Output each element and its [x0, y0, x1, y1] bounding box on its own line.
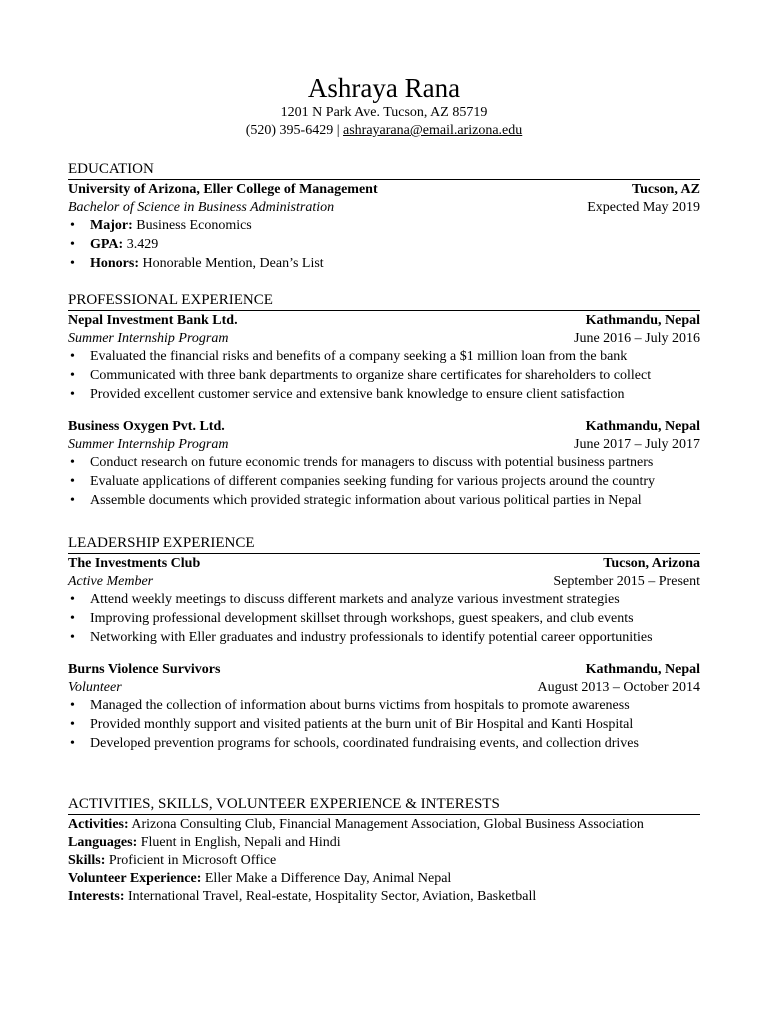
school-row [68, 181, 700, 199]
degree: Bachelor of Science in Business Administration [68, 200, 335, 215]
list-item: • Communicated with three bank departments to organize share certificates for shareholders to collect [68, 367, 700, 386]
candidate-name: Ashraya Rana [307, 73, 461, 103]
bullet-list [68, 697, 700, 754]
experience-entry [68, 312, 700, 405]
org-name: Business Oxygen Pvt. Ltd. [68, 419, 225, 434]
list-item [68, 217, 700, 236]
list-item [68, 255, 700, 274]
interests-row [68, 888, 700, 906]
org-row [68, 312, 700, 330]
skills-row [68, 852, 700, 870]
resume-header [0, 0, 768, 140]
school-location: Tucson, AZ [632, 182, 700, 197]
org-row [68, 661, 700, 679]
phone: (520) 395-6429 | [245, 123, 340, 138]
org-location: Tucson, Arizona [603, 556, 700, 571]
list-item: • Conduct research on future economic trends for managers to discuss with potential business partners [68, 454, 700, 473]
item-value: 3.429 [123, 237, 159, 252]
list-item: • Evaluated the financial risks and benefits of a company seeking a $1 million loan from the bank [68, 348, 700, 367]
experience-entry [68, 555, 700, 648]
item-label: Honors: [90, 256, 139, 271]
row-value: Proficient in Microsoft Office [105, 853, 277, 868]
languages-row [68, 834, 700, 852]
section-title: LEADERSHIP EXPERIENCE [68, 535, 700, 554]
list-item: • Attend weekly meetings to discuss different markets and analyze various investment strategies [68, 591, 700, 610]
org-name: Nepal Investment Bank Ltd. [68, 313, 238, 328]
list-item [68, 236, 700, 255]
list-item: • Managed the collection of information about burns victims from hospitals to promote awareness [68, 697, 700, 716]
education-section [68, 161, 700, 274]
row-label: Languages: [68, 835, 138, 850]
org-row [68, 418, 700, 436]
list-item: • Provided monthly support and visited patients at the burn unit of Bir Hospital and Kanti Hospital [68, 716, 700, 735]
section-title: PROFESSIONAL EXPERIENCE [68, 292, 700, 311]
row-value: Arizona Consulting Club, Financial Management Association, Global Business Association [128, 817, 644, 832]
date-range: June 2016 – July 2016 [574, 331, 700, 346]
row-label: Volunteer Experience: [68, 871, 202, 886]
list-item: • Networking with Eller graduates and industry professionals to identify potential career opportunities [68, 629, 700, 648]
list-item: • Evaluate applications of different companies seeking funding for various projects around the country [68, 473, 700, 492]
date-range: June 2017 – July 2017 [574, 437, 700, 452]
row-label: Skills: [68, 853, 106, 868]
school-name: University of Arizona, Eller College of Management [68, 182, 378, 197]
list-item: • Improving professional development skillset through workshops, guest speakers, and club events [68, 610, 700, 629]
professional-section [68, 292, 700, 524]
org-location: Kathmandu, Nepal [585, 662, 700, 677]
date-range: September 2015 – Present [553, 574, 700, 589]
education-list [68, 217, 700, 274]
role: Summer Internship Program [68, 331, 229, 346]
item-label: GPA: [90, 237, 124, 252]
date-range: August 2013 – October 2014 [537, 680, 700, 695]
degree-row [68, 199, 700, 217]
role-row [68, 573, 700, 591]
role: Summer Internship Program [68, 437, 229, 452]
org-name: The Investments Club [68, 556, 201, 571]
experience-entry [68, 661, 700, 754]
row-label: Interests: [68, 889, 125, 904]
section-title: ACTIVITIES, SKILLS, VOLUNTEER EXPERIENCE & INTERESTS [68, 796, 700, 815]
item-label: Major: [90, 218, 133, 233]
address: 1201 N Park Ave. Tucson, AZ 85719 [280, 105, 488, 120]
volunteer-row [68, 870, 700, 888]
role-row [68, 679, 700, 697]
item-value: Honorable Mention, Dean’s List [139, 256, 324, 271]
row-value: Fluent in English, Nepali and Hindi [137, 835, 341, 850]
graduation-date: Expected May 2019 [587, 200, 700, 215]
org-location: Kathmandu, Nepal [585, 313, 700, 328]
activities-row [68, 816, 700, 834]
leadership-section [68, 535, 700, 767]
list-item: • Assemble documents which provided strategic information about various political parties in Nepal [68, 492, 700, 511]
email-link[interactable]: ashrayarana@email.arizona.edu [343, 123, 523, 138]
org-row [68, 555, 700, 573]
item-value: Business Economics [132, 218, 252, 233]
bullet-list [68, 454, 700, 511]
role: Active Member [68, 574, 154, 589]
contact-line [0, 122, 768, 140]
org-location: Kathmandu, Nepal [585, 419, 700, 434]
list-item: • Provided excellent customer service and extensive bank knowledge to ensure client satisfaction [68, 386, 700, 405]
row-value: International Travel, Real-estate, Hospitality Sector, Aviation, Basketball [124, 889, 537, 904]
org-name: Burns Violence Survivors [68, 662, 221, 677]
row-value: Eller Make a Difference Day, Animal Nepal [201, 871, 452, 886]
role-row [68, 436, 700, 454]
bullet-list [68, 591, 700, 648]
list-item: • Developed prevention programs for schools, coordinated fundraising events, and collection drives [68, 735, 700, 754]
row-label: Activities: [68, 817, 129, 832]
role-row [68, 330, 700, 348]
role: Volunteer [68, 680, 122, 695]
experience-entry [68, 418, 700, 511]
section-title: EDUCATION [68, 161, 700, 180]
activities-section [68, 796, 700, 906]
bullet-list [68, 348, 700, 405]
